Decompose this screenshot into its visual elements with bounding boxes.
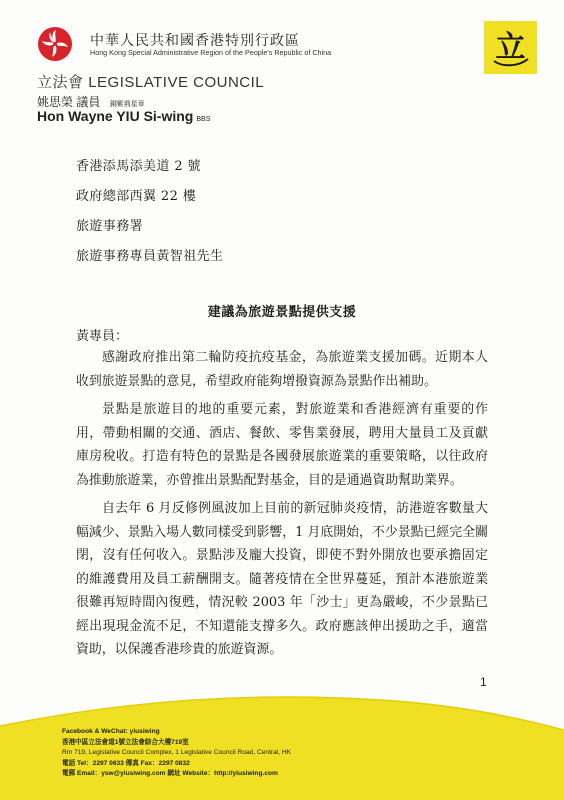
footer-address-cn: 香港中區立法會道1號立法會綜合大樓719室 [62, 738, 189, 746]
hksar-title-en: Hong Kong Special Administrative Region of the People's Republic of China [90, 48, 332, 57]
member-honour: BBS [196, 116, 211, 123]
footer-social: Facebook & WeChat: yiusiwing [62, 728, 160, 735]
body-paragraph: 感謝政府推出第二輪防疫抗疫基金，為旅遊業支援加碼。近期本人收到旅遊景點的意見，希望政府能夠增撥資源為景點作出補助。 [76, 350, 488, 389]
member-badge: 銅紫荊星章 [109, 101, 145, 108]
svg-text:立: 立 [495, 30, 526, 65]
member-name-en [37, 108, 210, 124]
member-name-cn-text: 姚思榮 議員 [37, 95, 101, 109]
body-paragraph: 自去年 6 月反修例風波加上目前的新冠肺炎疫情，訪港遊客數量大幅減少、景點入場人數同樣受到影響，1 月底開始，不少景點已經完全關閉，沒有任何收入。景點涉及龐大投資，即使不對外開放也要承擔固定的維護費用及員工薪酬開支。隨著疫情在全世界蔓延，預計本港旅遊業很難再短時間內復甦，情況較 2003 年「沙士」更為嚴峻，不少景點已經出現現金流不足，不知還能支撐多久。政府應該伸出援助之手，適當資助，以保護香港珍貴的旅遊資源。 [76, 501, 488, 657]
address-line: 旅遊事務署 [76, 219, 144, 234]
letter-salutation: 黃專員： [76, 329, 129, 344]
address-line: 旅遊事務專員黃智祖先生 [76, 249, 224, 264]
address-line: 政府總部西翼 22 樓 [76, 189, 197, 204]
letter-subject: 建議為旅遊景點提供支援 [207, 305, 357, 320]
member-name-en-text: Hon Wayne YIU Si-wing [37, 108, 194, 124]
bauhinia-emblem-icon [37, 26, 73, 62]
footer-phone: 電話 Tel：2297 0633 傳真 Fax：2297 0832 [62, 759, 190, 767]
hksar-title-cn: 中華人民共和國香港特別行政區 [90, 32, 300, 48]
page-number: 1 [480, 675, 487, 689]
council-title-en: LEGISLATIVE COUNCIL [88, 74, 265, 91]
recipient-address [76, 152, 223, 272]
footer-address-en: Rm 719, Legislative Council Complex, 1 Legislative Council Road, Central, HK [62, 749, 292, 757]
council-title [37, 71, 264, 92]
body-paragraph: 景點是旅遊目的地的重要元素，對旅遊業和香港經濟有重要的作用，帶動相關的交通、酒店、餐飲、零售業發展，聘用大量員工及貢獻庫房稅收。打造有特色的景點是各國發展旅遊業的重要策略，以往政府為推動旅遊業，亦曾推出景點配對基金，目的是通過資助幫助業界。 [76, 402, 488, 488]
footer-email-website: 電郵 Email：ysw@yiusiwing.com 網址 Website：http://yiusiwing.com [62, 770, 278, 778]
yiu-si-wing-logo-icon [484, 21, 537, 74]
letter-body [76, 346, 488, 667]
address-line: 香港添馬添美道 2 號 [76, 159, 201, 174]
council-title-cn: 立法會 [37, 74, 84, 91]
footer-contact [62, 727, 291, 780]
